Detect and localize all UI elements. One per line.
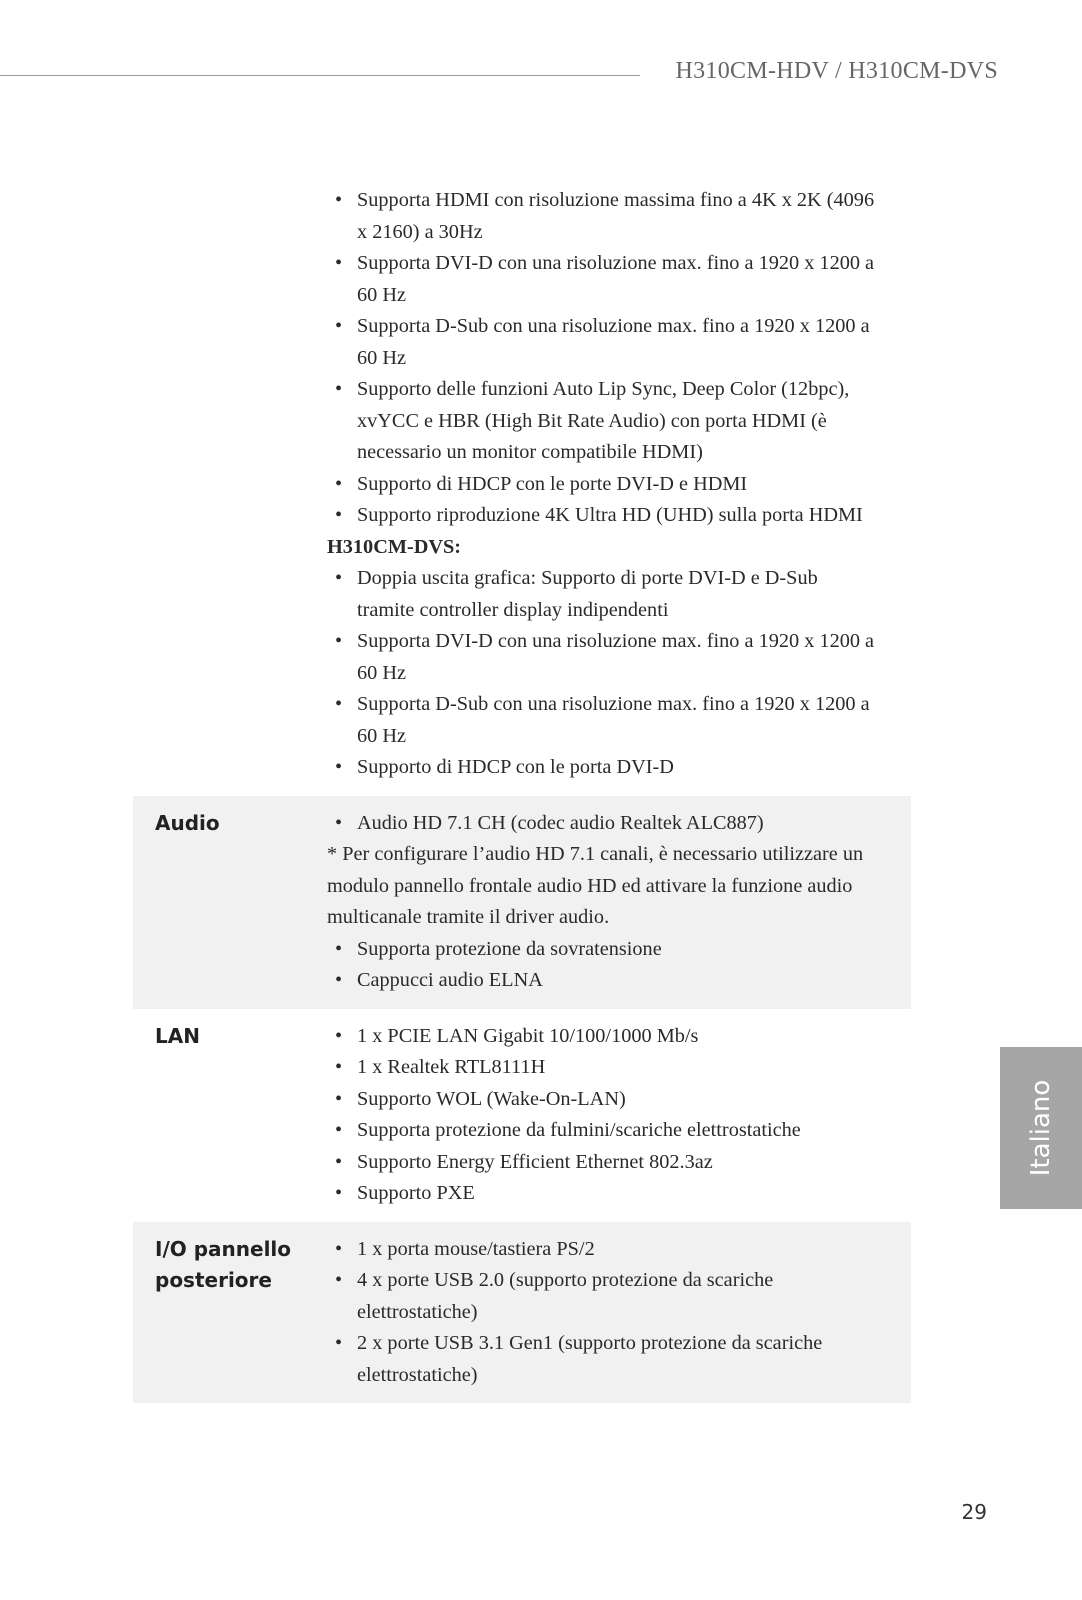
line-text: elettrostatiche)	[357, 1300, 478, 1323]
list-item	[327, 374, 911, 406]
line-text: Supporto di HDCP con le porta DVI-D	[357, 756, 674, 778]
bullet-icon: •	[335, 472, 343, 495]
list-item	[327, 626, 911, 658]
header-title: H310CM-HDV / H310CM-DVS	[675, 58, 998, 84]
graphics-label	[133, 185, 327, 784]
bullet-icon: •	[335, 1182, 343, 1204]
list-item-continuation	[327, 658, 911, 690]
audio-section	[133, 796, 911, 1009]
line-text: tramite controller display indipendenti	[357, 598, 669, 621]
io-panel-label-line2: posteriore	[155, 1268, 272, 1292]
bullet-icon: •	[335, 1056, 343, 1078]
line-text: xvYCC e HBR (High Bit Rate Audio) con porta HDMI (è	[357, 409, 827, 432]
note-text	[327, 839, 911, 871]
line-text: Supporto WOL (Wake-On-LAN)	[357, 1087, 626, 1110]
list-item-continuation	[327, 343, 911, 375]
line-text: 1 x porta mouse/tastiera PS/2	[357, 1237, 595, 1260]
lan-content	[327, 1021, 911, 1210]
line-text: x 2160) a 30Hz	[357, 220, 483, 243]
list-item	[327, 1328, 911, 1360]
language-tab	[1000, 1047, 1082, 1209]
line-text: modulo pannello frontale audio HD ed attivare la funzione audio	[327, 874, 853, 897]
list-item	[327, 563, 911, 595]
line-text: Supporta protezione da sovratensione	[357, 937, 662, 960]
bullet-icon: •	[335, 1269, 343, 1291]
list-item	[327, 1265, 911, 1297]
line-text: Supporto PXE	[357, 1182, 475, 1204]
bullet-icon: •	[335, 1087, 343, 1110]
list-item	[327, 1052, 911, 1084]
bullet-icon: •	[335, 937, 343, 960]
bullet-icon: •	[335, 378, 343, 400]
line-text: Supporta DVI-D con una risoluzione max. fino a 1920 x 1200 a	[357, 630, 875, 652]
line-text: H310CM-DVS:	[327, 535, 462, 558]
list-item	[327, 1115, 911, 1147]
list-item	[327, 934, 911, 966]
list-item	[327, 311, 911, 343]
bullet-icon: •	[335, 1024, 343, 1047]
bullet-icon: •	[335, 567, 343, 589]
list-item-continuation	[327, 280, 911, 312]
line-text: Supporto Energy Efficient Ethernet 802.3az	[357, 1150, 713, 1173]
list-item	[327, 1021, 911, 1053]
line-text: Supporto delle funzioni Auto Lip Sync, Deep Color (12bpc),	[357, 378, 850, 400]
list-item-continuation	[327, 406, 911, 438]
bullet-icon: •	[335, 315, 343, 337]
line-text: Supporta DVI-D con una risoluzione max. fino a 1920 x 1200 a	[357, 252, 875, 274]
bullet-icon: •	[335, 252, 343, 274]
lan-label: LAN	[155, 1023, 200, 1048]
bullet-icon: •	[335, 1332, 343, 1354]
spec-table	[133, 185, 911, 1403]
line-text: Supporta D-Sub con una risoluzione max. fino a 1920 x 1200 a	[357, 693, 870, 715]
line-text: Supporta protezione da fulmini/scariche elettrostatiche	[357, 1119, 801, 1141]
lan-section	[133, 1009, 911, 1222]
bullet-icon: •	[335, 693, 343, 715]
page-number: 29	[961, 1500, 987, 1524]
list-item	[327, 1084, 911, 1116]
bullet-icon: •	[335, 630, 343, 652]
io-panel-content	[327, 1234, 911, 1392]
list-item	[327, 965, 911, 997]
audio-label: Audio	[155, 810, 220, 835]
line-text: elettrostatiche)	[357, 1363, 478, 1386]
line-text: Supporta D-Sub con una risoluzione max. fino a 1920 x 1200 a	[357, 315, 870, 337]
list-item-continuation	[327, 595, 911, 627]
list-item-continuation	[327, 1297, 911, 1329]
list-item	[327, 1178, 911, 1210]
list-item-continuation	[327, 217, 911, 249]
note-text	[327, 902, 911, 934]
note-text	[327, 871, 911, 903]
bullet-icon: •	[335, 1119, 343, 1141]
bullet-icon: •	[335, 504, 343, 526]
bullet-icon: •	[335, 189, 343, 211]
bullet-icon: •	[335, 1237, 343, 1260]
io-panel-section	[133, 1222, 911, 1404]
list-item-continuation	[327, 437, 911, 469]
line-text: 60 Hz	[357, 661, 406, 684]
bullet-icon: •	[335, 969, 343, 991]
line-text: Doppia uscita grafica: Supporto di porte DVI-D e D-Sub	[357, 567, 818, 589]
list-item	[327, 752, 911, 784]
line-text: 60 Hz	[357, 724, 406, 747]
line-text: Cappucci audio ELNA	[357, 969, 543, 991]
bullet-icon: •	[335, 1150, 343, 1173]
list-item	[327, 1234, 911, 1266]
io-panel-label-line1: I/O pannello	[155, 1236, 292, 1261]
list-item	[327, 689, 911, 721]
list-item-continuation	[327, 1360, 911, 1392]
list-item-continuation	[327, 721, 911, 753]
list-item	[327, 185, 911, 217]
line-text: Supporto di HDCP con le porte DVI-D e HDMI	[357, 472, 748, 495]
bullet-icon: •	[335, 756, 343, 778]
graphics-content	[327, 185, 911, 784]
subsection-heading	[327, 532, 911, 564]
list-item	[327, 1147, 911, 1179]
list-item	[327, 248, 911, 280]
line-text: 60 Hz	[357, 283, 406, 306]
line-text: 4 x porte USB 2.0 (supporto protezione da scariche	[357, 1269, 774, 1291]
line-text: Audio HD 7.1 CH (codec audio Realtek ALC887)	[357, 811, 764, 834]
line-text: 60 Hz	[357, 346, 406, 369]
graphics-section	[133, 185, 911, 796]
language-tab-label: Italiano	[1026, 1079, 1056, 1177]
list-item	[327, 808, 911, 840]
line-text: necessario un monitor compatibile HDMI)	[357, 441, 703, 463]
line-text: * Per configurare l’audio HD 7.1 canali, è necessario utilizzare un	[327, 843, 864, 865]
line-text: 2 x porte USB 3.1 Gen1 (supporto protezione da scariche	[357, 1332, 823, 1354]
list-item	[327, 500, 911, 532]
header-rule	[0, 75, 640, 76]
line-text: multicanale tramite il driver audio.	[327, 906, 610, 928]
bullet-icon: •	[335, 811, 343, 834]
line-text: 1 x Realtek RTL8111H	[357, 1056, 546, 1078]
audio-content	[327, 808, 911, 997]
line-text: Supporta HDMI con risoluzione massima fino a 4K x 2K (4096	[357, 189, 875, 211]
line-text: 1 x PCIE LAN Gigabit 10/100/1000 Mb/s	[357, 1024, 699, 1047]
list-item	[327, 469, 911, 501]
io-panel-label	[133, 1234, 327, 1392]
line-text: Supporto riproduzione 4K Ultra HD (UHD) sulla porta HDMI	[357, 504, 863, 526]
